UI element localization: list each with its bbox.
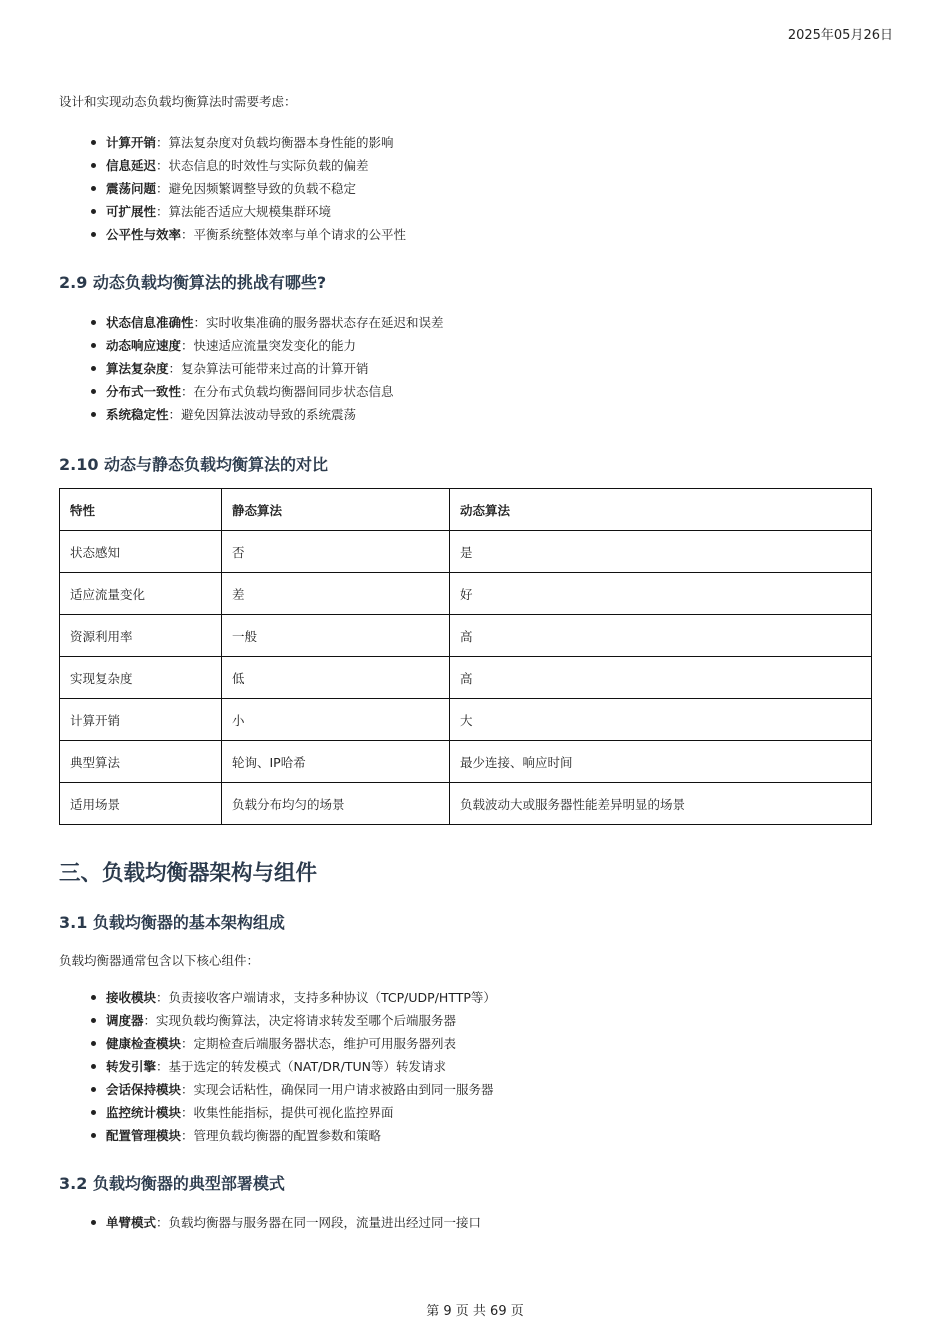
table-cell: 负载分布均匀的场景 — [222, 783, 450, 825]
list-item: 算法复杂度：复杂算法可能带来过高的计算开销 — [106, 357, 871, 380]
table-row — [60, 615, 872, 657]
table-cell: 高 — [450, 615, 872, 657]
components-list — [59, 986, 871, 1147]
list-item: 会话保持模块：实现会话粘性，确保同一用户请求被路由到同一服务器 — [106, 1078, 871, 1101]
section-2-10-heading: 2.10 动态与静态负载均衡算法的对比 — [59, 455, 329, 474]
table-cell: 小 — [222, 699, 450, 741]
table-cell: 大 — [450, 699, 872, 741]
table-row — [60, 573, 872, 615]
table-cell: 好 — [450, 573, 872, 615]
table-cell: 状态感知 — [60, 531, 222, 573]
section-3-1-text: 负载均衡器通常包含以下核心组件： — [59, 953, 260, 968]
table-header-cell: 静态算法 — [222, 489, 450, 531]
table-cell: 资源利用率 — [60, 615, 222, 657]
table-cell: 否 — [222, 531, 450, 573]
list-item: 计算开销：算法复杂度对负载均衡器本身性能的影响 — [106, 131, 871, 154]
deployment-list — [59, 1211, 871, 1234]
table-row — [60, 531, 872, 573]
table-header-row — [60, 489, 872, 531]
list-item: 转发引擎：基于选定的转发模式（NAT/DR/TUN等）转发请求 — [106, 1055, 871, 1078]
page-date: 2025年05月26日 — [787, 28, 893, 43]
table-row — [60, 741, 872, 783]
list-item: 状态信息准确性：实时收集准确的服务器状态存在延迟和误差 — [106, 311, 871, 334]
list-item: 可扩展性：算法能否适应大规模集群环境 — [106, 200, 871, 223]
list-item: 配置管理模块：管理负载均衡器的配置参数和策略 — [106, 1124, 871, 1147]
list-item: 单臂模式：负载均衡器与服务器在同一网段，流量进出经过同一接口 — [106, 1211, 871, 1234]
page-footer: 第 9 页 共 69 页 — [426, 1304, 524, 1319]
table-cell: 典型算法 — [60, 741, 222, 783]
list-item: 信息延迟：状态信息的时效性与实际负载的偏差 — [106, 154, 871, 177]
comparison-table — [59, 488, 872, 825]
table-cell: 适用场景 — [60, 783, 222, 825]
table-row — [60, 657, 872, 699]
list-item: 分布式一致性：在分布式负载均衡器间同步状态信息 — [106, 380, 871, 403]
table-cell: 一般 — [222, 615, 450, 657]
section-2-9-heading: 2.9 动态负载均衡算法的挑战有哪些? — [59, 273, 327, 292]
list-item: 公平性与效率：平衡系统整体效率与单个请求的公平性 — [106, 223, 871, 246]
list-item: 健康检查模块：定期检查后端服务器状态，维护可用服务器列表 — [106, 1032, 871, 1055]
section-3-heading: 三、负载均衡器架构与组件 — [59, 861, 318, 886]
table-cell: 轮询、IP哈希 — [222, 741, 450, 783]
table-header-cell: 特性 — [60, 489, 222, 531]
considerations-list — [59, 131, 871, 246]
intro-text: 设计和实现动态负载均衡算法时需要考虑： — [59, 94, 297, 109]
list-item: 动态响应速度：快速适应流量突发变化的能力 — [106, 334, 871, 357]
list-item: 震荡问题：避免因频繁调整导致的负载不稳定 — [106, 177, 871, 200]
table-header-cell: 动态算法 — [450, 489, 872, 531]
section-3-1-heading: 3.1 负载均衡器的基本架构组成 — [59, 913, 285, 932]
table-row — [60, 783, 872, 825]
table-row — [60, 699, 872, 741]
document-body — [59, 93, 871, 1234]
table-cell: 高 — [450, 657, 872, 699]
table-cell: 负载波动大或服务器性能差异明显的场景 — [450, 783, 872, 825]
table-cell: 实现复杂度 — [60, 657, 222, 699]
table-cell: 计算开销 — [60, 699, 222, 741]
challenges-list — [59, 311, 871, 426]
table-cell: 差 — [222, 573, 450, 615]
table-cell: 适应流量变化 — [60, 573, 222, 615]
table-cell: 低 — [222, 657, 450, 699]
list-item: 系统稳定性：避免因算法波动导致的系统震荡 — [106, 403, 871, 426]
list-item: 监控统计模块：收集性能指标，提供可视化监控界面 — [106, 1101, 871, 1124]
list-item: 接收模块：负责接收客户端请求，支持多种协议（TCP/UDP/HTTP等） — [106, 986, 871, 1009]
table-cell: 是 — [450, 531, 872, 573]
table-cell: 最少连接、响应时间 — [450, 741, 872, 783]
section-3-2-heading: 3.2 负载均衡器的典型部署模式 — [59, 1174, 285, 1193]
list-item: 调度器：实现负载均衡算法，决定将请求转发至哪个后端服务器 — [106, 1009, 871, 1032]
